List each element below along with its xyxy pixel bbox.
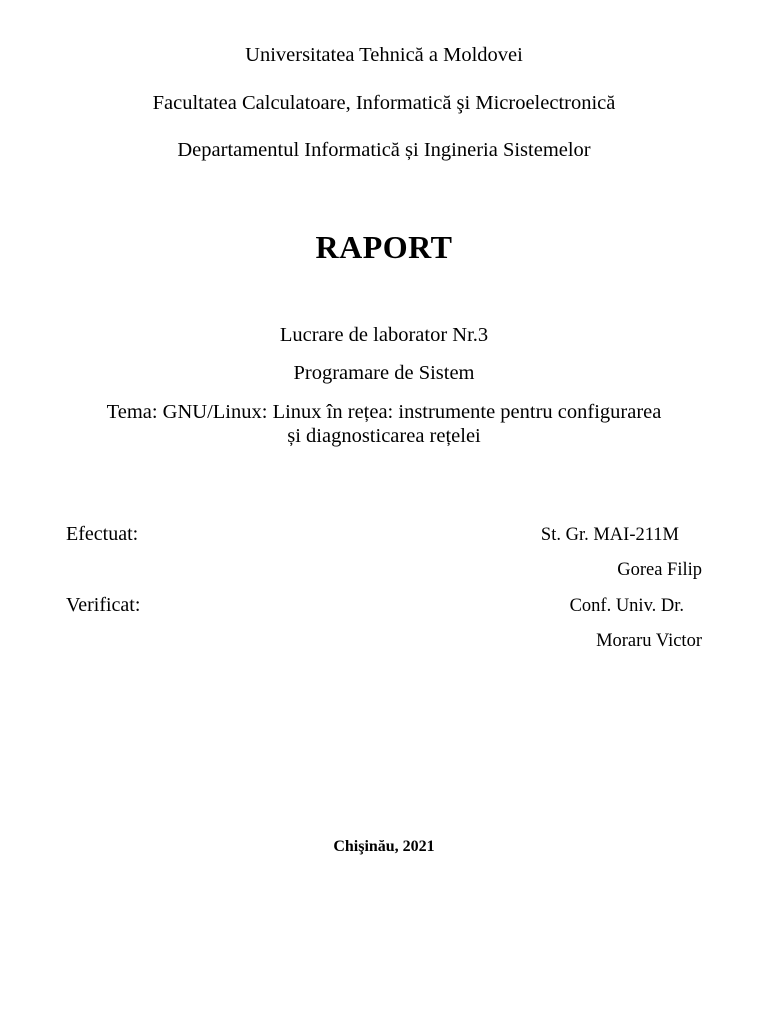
checked-title: Conf. Univ. Dr. [569, 596, 684, 616]
report-title: RAPORT [315, 229, 453, 265]
performed-name: Gorea Filip [617, 560, 702, 580]
faculty-name: Facultatea Calculatoare, Informatică şi Microelectronică [152, 92, 616, 114]
department-name: Departamentul Informatică și Ingineria Sistemelor [177, 139, 591, 161]
lab-topic-line-1: Tema: GNU/Linux: Linux în rețea: instrumente pentru configurarea [106, 401, 662, 423]
performed-label: Efectuat: [66, 523, 139, 545]
lab-number: Lucrare de laborator Nr.3 [279, 324, 489, 346]
place-date: Chişinău, 2021 [333, 838, 435, 855]
checked-label: Verificat: [66, 594, 141, 616]
lab-topic-line-2: și diagnosticarea rețelei [287, 425, 481, 447]
checked-name: Moraru Victor [596, 631, 702, 651]
performed-group: St. Gr. MAI-211M [540, 525, 679, 545]
course-name: Programare de Sistem [293, 362, 475, 384]
university-name: Universitatea Tehnică a Moldovei [245, 44, 523, 66]
lab-topic [60, 400, 708, 448]
